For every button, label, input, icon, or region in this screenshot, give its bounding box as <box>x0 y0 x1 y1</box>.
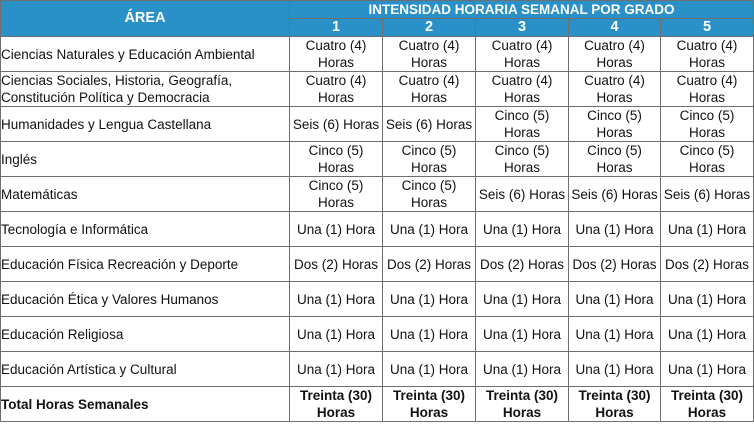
area-name: Ciencias Naturales y Educación Ambiental <box>1 37 290 72</box>
table-row <box>1 317 754 352</box>
table-row <box>1 177 754 212</box>
total-label: Total Horas Semanales <box>1 387 290 422</box>
table-row <box>1 282 754 317</box>
hours-grade-2: Una (1) Hora <box>383 317 476 352</box>
hours-grade-5: Una (1) Hora <box>661 317 754 352</box>
hours-grade-4: Cuatro (4) Horas <box>569 72 661 107</box>
hours-grade-1: Seis (6) Horas <box>290 107 383 142</box>
hours-grade-2: Seis (6) Horas <box>383 107 476 142</box>
grade-header-4: 4 <box>569 19 661 37</box>
hours-grade-3: Cinco (5) Horas <box>476 142 569 177</box>
grade-header-2: 2 <box>383 19 476 37</box>
hours-grade-3: Cuatro (4) Horas <box>476 72 569 107</box>
hours-grade-4: Una (1) Hora <box>569 282 661 317</box>
hours-grade-1: Dos (2) Horas <box>290 247 383 282</box>
table-row <box>1 212 754 247</box>
area-name: Humanidades y Lengua Castellana <box>1 107 290 142</box>
hours-grade-5: Seis (6) Horas <box>661 177 754 212</box>
hours-grade-2: Cinco (5) Horas <box>383 177 476 212</box>
hours-grade-4: Una (1) Hora <box>569 212 661 247</box>
hours-grade-2: Cinco (5) Horas <box>383 142 476 177</box>
hours-grade-5: Una (1) Hora <box>661 212 754 247</box>
hours-grade-3: Dos (2) Horas <box>476 247 569 282</box>
hours-grade-3: Seis (6) Horas <box>476 177 569 212</box>
hours-grade-2: Una (1) Hora <box>383 352 476 387</box>
hours-grade-1: Una (1) Hora <box>290 282 383 317</box>
hours-grade-2: Dos (2) Horas <box>383 247 476 282</box>
hours-grade-3: Una (1) Hora <box>476 212 569 247</box>
hours-grade-5: Una (1) Hora <box>661 282 754 317</box>
hours-grade-4: Cinco (5) Horas <box>569 107 661 142</box>
hours-grade-1: Cuatro (4) Horas <box>290 72 383 107</box>
table-row <box>1 352 754 387</box>
hours-grade-1: Cinco (5) Horas <box>290 142 383 177</box>
table-row <box>1 37 754 72</box>
table-row <box>1 107 754 142</box>
area-name: Educación Física Recreación y Deporte <box>1 247 290 282</box>
hours-grade-4: Seis (6) Horas <box>569 177 661 212</box>
hours-grade-3: Una (1) Hora <box>476 352 569 387</box>
hours-grade-2: Una (1) Hora <box>383 212 476 247</box>
area-name: Matemáticas <box>1 177 290 212</box>
area-column-header: ÁREA <box>1 1 290 37</box>
area-name: Inglés <box>1 142 290 177</box>
intensity-column-header: INTENSIDAD HORARIA SEMANAL POR GRADO <box>290 1 754 19</box>
area-name: Tecnología e Informática <box>1 212 290 247</box>
table-row <box>1 72 754 107</box>
hours-grade-5: Una (1) Hora <box>661 352 754 387</box>
hours-grade-4: Una (1) Hora <box>569 352 661 387</box>
area-name: Educación Ética y Valores Humanos <box>1 282 290 317</box>
table-row <box>1 247 754 282</box>
hours-grade-1: Cinco (5) Horas <box>290 177 383 212</box>
hours-grade-4: Una (1) Hora <box>569 317 661 352</box>
hours-grade-3: Cinco (5) Horas <box>476 107 569 142</box>
hours-grade-4: Dos (2) Horas <box>569 247 661 282</box>
hours-grade-1: Cuatro (4) Horas <box>290 37 383 72</box>
table-body <box>1 37 754 422</box>
area-name: Ciencias Sociales, Historia, Geografía, Constitución Política y Democracia <box>1 72 290 107</box>
header-row <box>1 1 754 19</box>
grade-header-1: 1 <box>290 19 383 37</box>
hours-grade-5: Cinco (5) Horas <box>661 142 754 177</box>
total-row <box>1 387 754 422</box>
hours-grade-5: Cuatro (4) Horas <box>661 72 754 107</box>
hours-grade-1: Una (1) Hora <box>290 317 383 352</box>
table-row <box>1 142 754 177</box>
hours-grade-1: Una (1) Hora <box>290 212 383 247</box>
grade-header-3: 3 <box>476 19 569 37</box>
total-hours-grade-2: Treinta (30) Horas <box>383 387 476 422</box>
grade-header-5: 5 <box>661 19 754 37</box>
hours-grade-3: Una (1) Hora <box>476 282 569 317</box>
total-hours-grade-5: Treinta (30) Horas <box>661 387 754 422</box>
hours-grade-1: Una (1) Hora <box>290 352 383 387</box>
hours-grade-5: Cuatro (4) Horas <box>661 37 754 72</box>
hours-grade-5: Dos (2) Horas <box>661 247 754 282</box>
total-hours-grade-3: Treinta (30) Horas <box>476 387 569 422</box>
hours-grade-5: Cinco (5) Horas <box>661 107 754 142</box>
hours-grade-4: Cuatro (4) Horas <box>569 37 661 72</box>
hours-grade-3: Cuatro (4) Horas <box>476 37 569 72</box>
hours-grade-2: Cuatro (4) Horas <box>383 72 476 107</box>
hours-grade-3: Una (1) Hora <box>476 317 569 352</box>
area-name: Educación Religiosa <box>1 317 290 352</box>
hours-grade-4: Cinco (5) Horas <box>569 142 661 177</box>
hours-grade-2: Una (1) Hora <box>383 282 476 317</box>
area-name: Educación Artística y Cultural <box>1 352 290 387</box>
hours-grade-2: Cuatro (4) Horas <box>383 37 476 72</box>
total-hours-grade-4: Treinta (30) Horas <box>569 387 661 422</box>
total-hours-grade-1: Treinta (30) Horas <box>290 387 383 422</box>
